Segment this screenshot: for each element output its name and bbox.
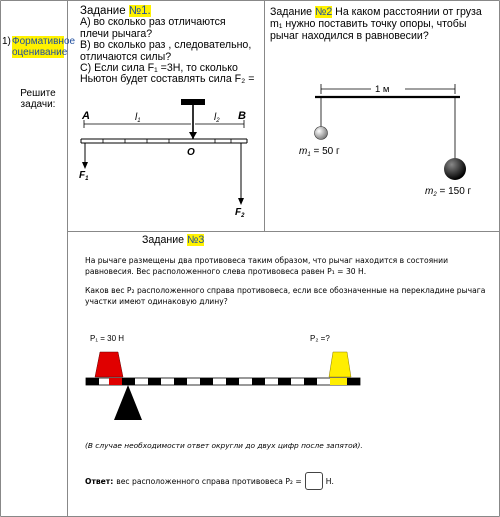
solve-label: Решите задачи: <box>20 88 56 110</box>
task1-line-2: плечи рычага? <box>80 27 153 40</box>
task1-line-4: отличаются силы? <box>80 50 172 63</box>
task3-rounding-note: (В случае необходимости ответ округли до двух цифр после запятой). <box>85 441 363 450</box>
task1-title: Задание №1. <box>80 5 151 17</box>
task1-label-o: O <box>187 147 195 158</box>
task1-label-l2: $l_2$ <box>214 112 220 124</box>
task1-line-3: В) во сколько раз , следовательно, <box>80 39 252 52</box>
task3-fulcrum <box>114 385 142 420</box>
task1-label-f2: $F_2$ <box>235 207 245 219</box>
task2-lever-diagram <box>285 80 497 200</box>
task1-label-l1: $l_1$ <box>135 112 141 124</box>
task3-right-weight <box>329 352 351 377</box>
task1-f2-arrowhead <box>238 198 244 205</box>
task1-text <box>80 6 260 86</box>
task3-paragraph-1: На рычаге размещены два противовеса таким образом, что рычаг находится в состоянии равновесия. Вес расположенного слева противовеса равен P₁ = 30 Н. <box>85 256 449 276</box>
task2-weight-m1 <box>315 127 328 140</box>
task2-weight-m2 <box>444 158 466 180</box>
task3-answer-row <box>85 472 334 490</box>
task3-text <box>85 255 495 315</box>
task1-number: №1. <box>128 5 151 17</box>
task3-answer-input[interactable] <box>305 472 323 490</box>
task1-lever-diagram <box>75 95 260 230</box>
task2-question: На каком расстоянии от груза m₁ нужно поставить точку опоры, чтобы рычаг находился в равновесии? <box>270 6 482 42</box>
task3-p1-label: P₁ = 30 Н <box>90 334 125 343</box>
task1-line-5: С) Если сила F₁ =3Н, то сколько <box>80 62 238 75</box>
task2-label-m1: $m_1 = 50$ г <box>299 146 340 158</box>
task3-answer-label: Ответ: <box>85 476 114 486</box>
task3-left-weight <box>95 352 123 377</box>
task2-number: №2 <box>314 6 333 18</box>
task1-line-6: Ньютон будет составлять сила F₂ = <box>80 73 255 86</box>
task3-number: №3 <box>186 234 205 246</box>
task1-label-b: B <box>238 110 246 122</box>
task3-paragraph-2: Каков вес P₂ расположенного справа противовеса, если все обозначенные на перекладине рычага участки имеют одинаковую длину? <box>85 286 486 306</box>
task3-answer-text: вес расположенного справа противовеса P₂ = <box>116 476 302 486</box>
task2-label-m2: $m_2 = 150$ г <box>425 186 472 198</box>
item-number: 1) <box>2 36 11 47</box>
task1-label-a: A <box>82 110 90 122</box>
formative-assessment-label: Формативное оценивание <box>12 36 76 58</box>
task3-lever-diagram <box>84 330 364 425</box>
task1-fulcrum-arrow <box>189 132 197 139</box>
task2-text: Задание №2 На каком расстоянии от груза m₁ нужно поставить точку опоры, чтобы рычаг находился в равновесии? <box>270 6 482 42</box>
task1-line-1: А) во сколько раз отличаются <box>80 16 226 29</box>
task1-f1-arrowhead <box>82 162 88 169</box>
task2-distance-label: 1 м <box>375 84 390 95</box>
task1-top-block <box>181 99 205 105</box>
task3-p2-label: P₂ =? <box>310 334 330 343</box>
task1-label-f1: $F_1$ <box>79 170 89 182</box>
task3-title: Задание №3 <box>142 234 205 246</box>
task3-answer-unit: Н. <box>325 476 334 486</box>
